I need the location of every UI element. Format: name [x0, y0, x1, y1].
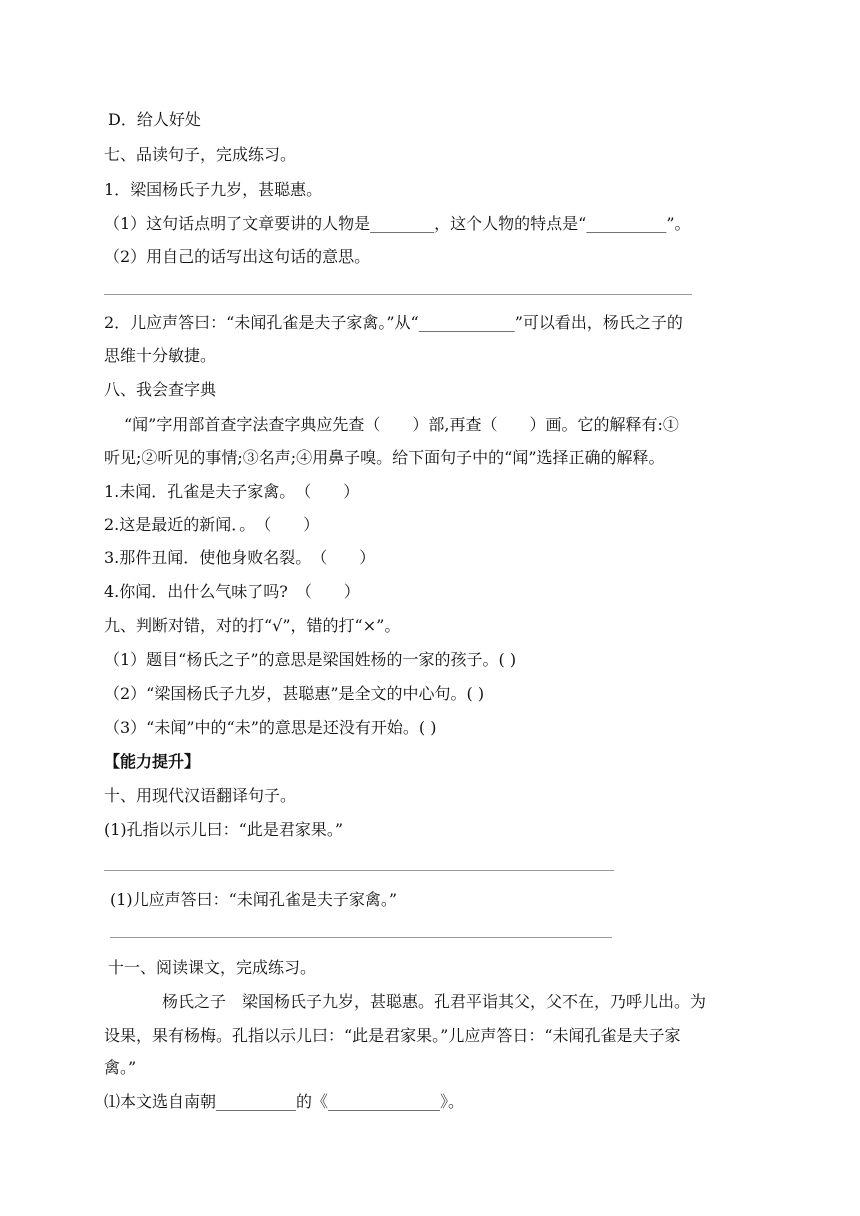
dictionary-instructions-line2: 听见;②听见的事情;③名声;④用鼻子嗅。给下面句子中的“闻”选择正确的解释。	[104, 448, 665, 467]
q9-item-3: （3）“未闻”中的“未”的意思是还没有开始。( )	[104, 718, 437, 737]
q7-1-part1: （1）这句话点明了文章要讲的人物是________，这个人物的特点是“__________”。	[104, 214, 691, 233]
passage-line-2: 设果，果有杨梅。孔指以示儿曰：“此是君家果。”儿应声答日：“未闻孔雀是夫子家	[104, 1026, 681, 1045]
section-seven-heading: 七、品读句子，完成练习。	[104, 145, 297, 164]
q8-item-4: 4.你闻．出什么气味了吗? （ ）	[104, 582, 360, 601]
ability-section-heading: 【能力提升】	[104, 752, 201, 771]
section-ten-heading: 十、用现代汉语翻译句子。	[104, 786, 297, 805]
q9-item-1: （1）题目“杨氏之子”的意思是梁国姓杨的一家的孩子。( )	[104, 650, 517, 669]
section-nine-heading: 九、判断对错，对的打“√”，错的打“×”。	[104, 616, 401, 635]
answer-line	[104, 294, 692, 295]
q7-2-line2: 思维十分敏捷。	[104, 346, 217, 365]
q11-item-1: ⑴本文选自南朝__________的《______________》。	[104, 1092, 465, 1111]
answer-line	[104, 870, 614, 871]
q7-1-sentence: 1．梁国杨氏子九岁，甚聪惠。	[104, 180, 323, 199]
section-eight-heading: 八、我会查字典	[104, 380, 217, 399]
q8-item-2: 2.这是最近的新闻．。 （ ）	[104, 515, 320, 534]
section-eleven-heading: 十一、阅读课文，完成练习。	[108, 958, 317, 977]
q8-item-1: 1.未闻．孔雀是夫子家禽。 （ ）	[104, 482, 360, 501]
q10-item-1: (1)孔指以示儿曰：“此是君家果。”	[104, 820, 344, 839]
q7-1-part2: （2）用自己的话写出这句话的意思。	[104, 247, 371, 266]
q9-item-2: （2）“梁国杨氏子九岁，甚聪惠”是全文的中心句。( )	[104, 684, 485, 703]
passage-line-1: 杨氏之子 梁国杨氏子九岁，甚聪惠。孔君平诣其父，父不在，乃呼儿出。为	[162, 992, 707, 1011]
q10-item-2: (1)儿应声答曰：“未闻孔雀是夫子家禽。”	[110, 890, 398, 909]
passage-line-3: 禽。”	[104, 1058, 137, 1077]
answer-line	[110, 937, 612, 938]
q8-item-3: 3.那件丑闻．使他身败名裂。 （ ）	[104, 548, 376, 567]
option-d: D．给人好处	[108, 110, 201, 129]
dictionary-instructions-line1: “闻”字用部首查字法查字典应先查（ ）部,再查（ ）画。它的解释有:①	[124, 415, 679, 434]
q7-2-line1: 2．儿应声答曰：“未闻孔雀是夫子家禽。”从“____________”可以看出，杨氏之子的	[104, 313, 683, 332]
